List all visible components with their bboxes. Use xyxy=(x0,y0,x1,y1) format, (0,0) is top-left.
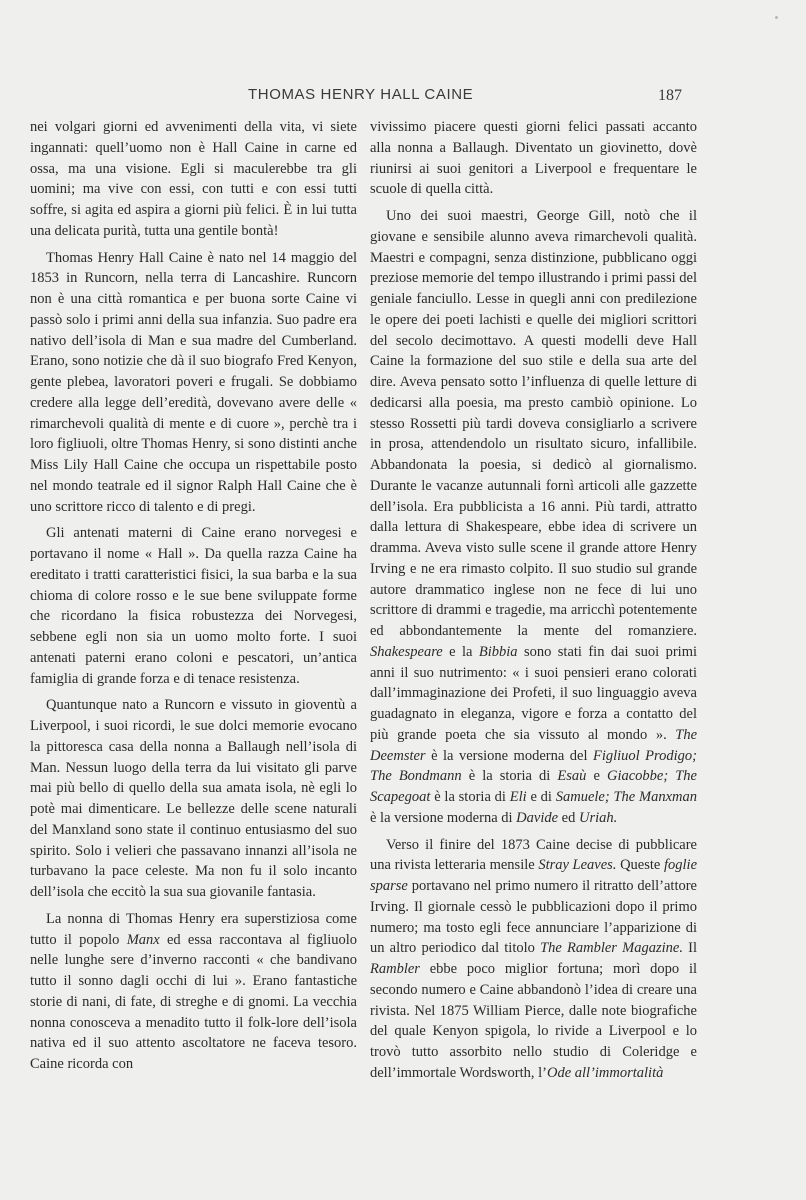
right-column xyxy=(370,117,697,1084)
left-column xyxy=(30,117,357,1075)
text-run: Il xyxy=(682,940,697,957)
italic-run: Figliuol Prodigo; The Bondmann xyxy=(370,747,697,785)
italic-run: Stray Leaves. xyxy=(538,857,617,874)
paragraph xyxy=(30,909,357,1075)
running-title: THOMAS HENRY HALL CAINE xyxy=(248,86,474,103)
italic-run: Manx xyxy=(126,931,160,948)
paragraph: Quantunque nato a Runcorn e vissuto in gioventù a Liverpool, i suoi ricordi, le sue dolci memorie evocano la pittoresca casa della nonna a Ballaugh nell’isola di Man. Nessun luogo della terra da lui visitato gli parve mai più bello di quello della sua amata isola, nè egli lo potè mai dimenticare. Le bellezze delle scene naturali del Manxland sono state il continuo entusiasmo del suo spirito. Solo i velieri che passavano innanzi all’isola ne turbavano la pace celeste. Ma non fu il solo incanto dell’isola che eccitò la sua sua giovanile fantasia. xyxy=(30,697,357,900)
italic-run: Shakespeare xyxy=(370,643,443,660)
text-run: ed xyxy=(558,809,579,826)
text-run: e xyxy=(586,768,607,785)
speck-mark xyxy=(775,16,778,19)
text-run: La nonna di Thomas Henry era superstiziosa come tutto il popolo xyxy=(30,910,357,948)
paragraph: Thomas Henry Hall Caine è nato nel 14 maggio del 1853 in Runcorn, nella terra di Lancashire. Runcorn non è una città romantica e per buona sorte Caine vi passò solo i primi anni della sua infanzia. Suo padre era nativo dell’isola di Man e sua madre del Cumberland. Erano, sono notizie che dà il suo biografo Fred Kenyon, gente plebea, lavoratori poveri e frugali. Se dobbiamo credere alla legge dell’eredità, dovevano avere delle « rimarchevoli qualità di mente e di cuore », perchè tra i loro figliuoli, oltre Thomas Henry, si sono distinti anche Miss Lily Hall Caine che occupa un rispettabile posto nel mondo teatrale ed il signor Ralph Hall Caine che è uno scrittore ricco di talento e di pregi. xyxy=(30,249,357,515)
text-run: ebbe poco miglior fortuna; morì dopo il secondo numero e Caine abbandonò l’idea di creare una rivista. Nel 1875 William Pierce, dalle note biografiche del quale Kenyon spigola, lo rivide a Liverpool e lo trovò tutto assorbito nello studio di Coleridge e dell’immortale Wordsworth, l’ xyxy=(370,961,697,1081)
italic-run: Ode all’immortalità xyxy=(546,1064,664,1081)
paragraph: nei volgari giorni ed avvenimenti della vita, vi siete ingannati: quell’uomo non è Hall Caine in carne ed ossa, ma una visione. Egli si maculerebbe tra gli uomini; ma vive con essi, con tutti e con essi tutti soffre, si agita ed aspira a giorni più felici. È in lui tutta una delicata purità, tutta una gentile bontà! xyxy=(30,119,357,239)
page-header xyxy=(0,86,806,110)
text-run: ed essa raccontava al figliuolo nelle lunghe sere d’inverno racconti « che bandivano tutto il sonno dagli occhi di lui ». Erano fantastiche storie di nani, di fate, di streghe e di gnomi. La vecchia nonna conosceva a menadito tutto il folk-lore dell’isola nativa ed il suo attento ascoltatore ne faceva tesoro. Caine ricorda con xyxy=(30,931,357,1072)
text-run: e di xyxy=(526,789,556,805)
italic-run: foglie sparse xyxy=(370,857,698,894)
text-run: è la storia di xyxy=(461,768,558,785)
paragraph xyxy=(370,835,697,1084)
text-run: è la versione moderna di xyxy=(370,809,517,826)
italic-run: The Rambler Magazine. xyxy=(540,940,683,957)
text-run: Uno dei suoi maestri, George Gill, notò che il giovane e sensibile alunno aveva rimarchevoli qualità. Maestri e compagni, senza distinzione, pubblicano oggi preziose memorie del tempo illustrando i primi passi del geniale fanciullo. Lesse in quegli anni con predilezione le opere dei poeti lachisti e quelle dei migliori scrittori del secolo decimottavo. A questi modelli deve Hall Caine la formazione del suo stile e della sua arte del dire. Aveva pensato sotto l’influenza di quelle letture di dedicarsi alla poesia, ma presto cambiò opinione. Lo stesso Rossetti più tardi doveva consigliarlo a scrivere in prosa, attendendolo un risultato sicuro, infallibile. Abbandonata la poesia, si dedicò al giornalismo. Durante le vacanze autunnali fornì articoli alle gazzette dell’isola. Era pubblicista a 16 anni. Più tardi, attratto dalla lettura di Shakespeare, ebbe idea di scrivere un dramma. Aveva visto sulle scene il grande attore Henry Irving e ne era rimasto colpito. Il suo studio sul grande autore drammatico inglese non ne fece di lui uno scrittore di drammi e tragedie, ma arricchì potentemente ed abbondantemente la mente del romanziere. xyxy=(370,208,697,639)
text-run: e la xyxy=(442,643,479,660)
paragraph xyxy=(370,206,697,829)
text-run: portavano nel primo numero il ritratto dell’attore Irving. Il giornale cessò le pubblicazioni dopo il primo numero; ma tosto egli fece annunciare l’apparizione di un altro periodico dal titolo xyxy=(370,878,697,957)
italic-run: Uriah. xyxy=(578,809,618,826)
italic-run: Davide xyxy=(516,809,559,826)
italic-run: Eli xyxy=(509,789,527,805)
italic-run: Rambler xyxy=(370,961,420,977)
text-run: è la storia di xyxy=(430,789,510,805)
text-run: sono stati fin dai suoi primi anni il suo nutrimento: « i suoi pensieri erano colorati dall’immaginazione dei Profeti, il suo linguaggio aveva guadagnato in eleganza, vigore e forza a contatto del più grande poeta che sia vissuto al mondo ». xyxy=(370,643,697,743)
paragraph: vivissimo piacere questi giorni felici passati accanto alla nonna a Ballaugh. Diventato un giovinetto, dovè riunirsi ai suoi genitori a Liverpool e frequentare le scuole di quella città. xyxy=(370,119,697,198)
text-run: è la versione moderna del xyxy=(425,747,593,764)
text-run: Verso il finire del 1873 Caine decise di pubblicare una rivista letteraria mensile xyxy=(370,836,697,874)
italic-run: Giacobbe; The Scapegoat xyxy=(370,768,697,805)
page-number: 187 xyxy=(658,87,682,104)
italic-run: Bibbia xyxy=(478,643,518,660)
italic-run: The Deemster xyxy=(370,726,697,764)
italic-run: Samuele; The Manxman xyxy=(555,789,697,805)
paragraph: Gli antenati materni di Caine erano norvegesi e portavano il nome « Hall ». Da quella razza Caine ha ereditato i tratti caratteristici fisici, la sua barba e la sua chioma di colore rosso e le sue bene sviluppate forme che ricordano la fisica robustezza dei Norvegesi, sebbene egli non sia un uomo molto forte. I suoi antenati paterni erano coloni e pescatori, un’antica famiglia di grande forza e di tenace resistenza. xyxy=(30,525,357,687)
italic-run: Esaù xyxy=(557,768,587,785)
text-run: Queste xyxy=(616,857,664,874)
